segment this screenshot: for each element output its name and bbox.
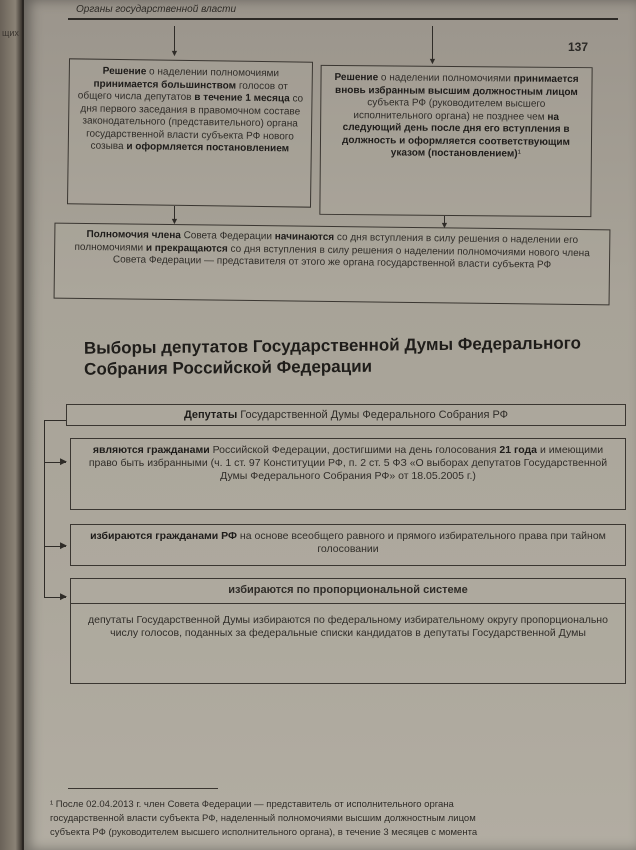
arrow-down-icon: ▼ [170, 216, 179, 226]
proportional-body-text: депутаты Государственной Думы избираются по федеральному избирательному округу пропорционально числу голосов, поданных за федеральные списки кандидатов в депутаты Государственной Думы [88, 613, 608, 640]
footnote-rule [68, 788, 218, 789]
one-month-label: в течение 1 месяца [194, 92, 290, 105]
proportional-body [71, 604, 625, 651]
elected-text: на основе всеобщего равного и прямого избирательного права при тайном голосовании [237, 530, 606, 556]
footnote-line: субъекта РФ (руководителем высшего исполнительного органа), в течение 3 месяцев с момента [50, 826, 478, 838]
resolution-label: и оформляется постановлением [126, 141, 290, 155]
arrow-right-icon: ▶ [60, 591, 67, 601]
running-head: Органы государственной власти [76, 4, 237, 15]
footnote [50, 798, 636, 839]
federation-council-text: Совета Федерации [180, 230, 275, 243]
citizens-text: Российской Федерации, достигшими на день голосования [209, 444, 500, 456]
left-page-edge [0, 0, 22, 850]
end-label: и прекращаются [145, 242, 228, 255]
decision-text: о наделении полномочиями [378, 72, 514, 85]
citizens-requirement-box [70, 438, 626, 510]
footnote-line: ¹ После 02.04.2013 г. член Совета Федерации — представитель от исполнительного органа [50, 799, 454, 810]
arrow-down-icon: ▼ [170, 48, 179, 58]
arrow-right-icon: ▶ [60, 540, 67, 550]
age-label: 21 года [499, 444, 538, 456]
votes-text: голосов от общего числа депутатов [77, 80, 288, 104]
header-rule [68, 18, 618, 20]
majority-label: принимается большинством [93, 78, 237, 92]
footnote-marker: ¹ [517, 148, 521, 160]
proportional-header-text: избираются по пропорциональной системе [228, 584, 468, 596]
book-page [24, 0, 636, 850]
proportional-header [71, 579, 625, 604]
section-title: Выборы депутатов Государственной Думы Федерального Собрания Российской Федерации [83, 333, 582, 379]
begin-label: начинаются [274, 231, 335, 244]
proportional-system-box [70, 578, 626, 684]
deputies-text: Государственной Думы Федерального Собрания РФ [237, 409, 509, 421]
arrow-right-icon: ▶ [60, 456, 67, 466]
decision-governor-box [319, 65, 592, 217]
election-method-box [70, 524, 626, 566]
powers-label: Полномочия члена [86, 228, 181, 242]
left-page-fragment: щих [2, 28, 19, 38]
diagram-spine [44, 420, 45, 598]
senator-powers-box [54, 223, 611, 306]
governor-label: принимается вновь избранным высшим должностным лицом [335, 73, 579, 98]
governor-text: субъекта РФ (руководителем высшего исполнительного органа) не позднее чем [353, 97, 548, 123]
deputies-label: Депутаты [183, 409, 238, 421]
next-day-label: на следующий день после дня его вступления в должность и оформляется соответствующим указом (постановлением) [342, 111, 570, 160]
citizens-label: являются гражданами [92, 444, 210, 456]
deputies-box [66, 404, 626, 426]
elected-label: избираются гражданами РФ [90, 530, 238, 542]
page-number: 137 [568, 40, 589, 54]
decision-legislature-box [67, 58, 313, 207]
constitution-reference: и имеющими право быть избранными (ч. 1 ст. 97 Конституции РФ, п. 2 ст. 5 ФЗ «О выборах депутатов Государственной Думы Федерального Собрания РФ» от 18.05.2005 г.) [88, 444, 608, 483]
begin-text: со дня вступления в силу решения о наделении его полномочиями [74, 232, 579, 254]
decision-label: Решение [334, 71, 379, 84]
arrow-down-icon: ▼ [428, 56, 437, 66]
arrow-down-icon: ▼ [440, 220, 449, 230]
spine-top-connector [44, 420, 66, 421]
decision-label: Решение [102, 65, 147, 78]
session-text: со дня первого заседания в правомочном составе законодательного (представительного) органа государственной власти субъекта РФ нового созыва [80, 93, 304, 153]
connector-line-right [432, 26, 433, 60]
end-text: со дня вступления в силу решения о наделении полномочиями нового члена Совета Федерации — представителя от этого же органа государственной власти субъекта РФ [112, 243, 590, 271]
footnote-line: государственной власти субъекта РФ, наделенный полномочиями высшим должностным лицом [50, 812, 476, 824]
decision-text: о наделении полномочиями [146, 66, 280, 80]
